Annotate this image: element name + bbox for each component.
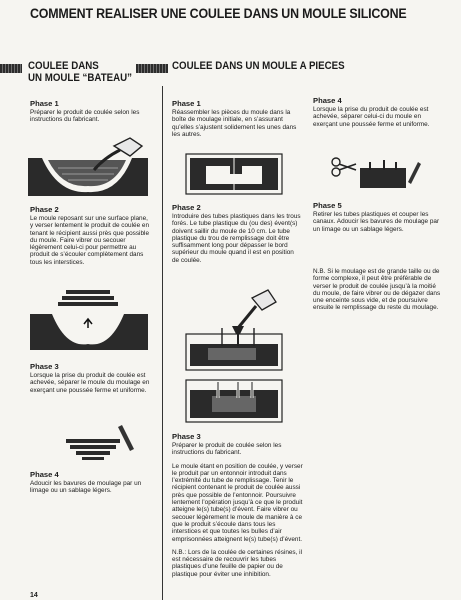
right-phase-5-text: Retirer les tubes plastiques et couper les canaux. Adoucir les bavures de moulage par un limage ou un sablage légers.: [313, 211, 440, 233]
left-phase-2-text: Le moule reposant sur une surface plane, y verser lentement le produit de coulée en tenant le récipient aussi près que possible du moule. Faire vibrer ou secouer légèrement celui-ci pour permettre au produit de s’écouler complètement dans tous les interstices.: [30, 215, 150, 266]
left-phase-4-title: Phase 4: [30, 470, 59, 479]
right-heading-bar: [136, 64, 168, 73]
right-phase-2: [172, 203, 302, 264]
boat-casting-finish-illustration: [64, 425, 136, 465]
right-nb-note: [313, 268, 443, 312]
left-phase-1: [30, 99, 148, 124]
right-nb-text: N.B. Si le moulage est de grande taille ou de forme complexe, il peut être préférable de verser le produit de coulée jusqu’à la moitié du moule, de faire vibrer ou de dégazer dans une enceinte sous vide, et de poursuivre ensuite le remplissage du reste du moulage.: [313, 268, 441, 312]
right-phase-3-title: Phase 3: [172, 432, 201, 441]
piece-mold-tubes-illustration: [186, 378, 282, 424]
column-divider: [162, 86, 163, 600]
left-phase-2: [30, 205, 150, 266]
left-heading-line1: COULEE DANS: [28, 60, 99, 72]
left-phase-3: [30, 362, 152, 394]
right-phase-4-title: Phase 4: [313, 96, 342, 105]
page-title: COMMENT REALISER UNE COULEE DANS UN MOULE SILICONE: [30, 6, 407, 21]
left-phase-2-title: Phase 2: [30, 205, 59, 214]
right-phase-4: [313, 96, 443, 128]
left-heading-line2: UN MOULE “BATEAU”: [28, 72, 133, 84]
right-phase-2-text: Introduire des tubes plastiques dans les trous forés. Le tube plastique du (ou des) évent(s) doivent saillir du moule de 10 cm. Le tube plastique du trou de remplissage doit être suffisamment long pour dépasser le bord supérieur du moule quand il est en position de coulée.: [172, 213, 301, 264]
left-section-heading: [28, 60, 132, 84]
piece-mold-demold-illustration: [330, 152, 422, 194]
left-phase-1-title: Phase 1: [30, 99, 59, 108]
right-phase-3-text2: Le moule étant en position de coulée, y verser le produit par un entonnoir introduit dans l’extrémité du tube de remplissage. Tenir le récipient contenant le produit de coulée aussi près que possible de l’entonnoir. Poursuivre lentement l’opération jusqu’à ce que le produit atteigne le(s) tube(s) d’évent. Faire vibrer ou secouer légèrement le moule de manière à ce que le produit s’écoule dans tous les interstices et que toutes les bulles d’air emprisonnées atteignent le(s) tube(s) d’évent.: [172, 462, 303, 543]
right-phase-5: [313, 201, 443, 233]
right-phase-4-text: Lorsque la prise du produit de coulée est achevée, séparer celui-ci du moule en exerçant une poussée ferme et uniforme.: [313, 106, 430, 128]
right-phase-3: [172, 432, 304, 578]
boat-mold-release-illustration: [30, 290, 148, 352]
left-phase-1-text: Préparer le produit de coulée selon les instructions du fabricant.: [30, 109, 140, 124]
right-phase-2-title: Phase 2: [172, 203, 201, 212]
right-phase-1-title: Phase 1: [172, 99, 201, 108]
right-phase-1: [172, 99, 302, 138]
piece-mold-pour-illustration: [186, 288, 282, 372]
right-phase-3-text: Préparer le produit de coulée selon les instructions du fabricant.: [172, 442, 282, 457]
page-number: 14: [30, 592, 38, 599]
left-heading-bar: [0, 64, 22, 73]
boat-mold-pour-illustration: [28, 136, 150, 198]
right-section-heading: COULEE DANS UN MOULE A PIECES: [172, 60, 345, 72]
piece-mold-assembly-illustration: [186, 152, 282, 196]
left-phase-4-text: Adoucir les bavures de moulage par un limage ou un sablage légers.: [30, 480, 142, 495]
right-phase-1-text: Réassembler les pièces du moule dans la boîte de moulage initiale, en s’assurant qu’elles s’ajustent solidement les unes dans les autres.: [172, 109, 297, 138]
left-phase-3-text: Lorsque la prise du produit de coulée est achevée, séparer le moule du moulage en exerçant une poussée ferme et uniforme.: [30, 372, 150, 394]
right-phase-5-title: Phase 5: [313, 201, 342, 210]
left-phase-4: [30, 470, 148, 495]
right-phase-3-note: N.B.: Lors de la coulée de certaines résines, il est nécessaire de recouvrir les tubes plastiques d’une feuille de papier ou de plastique pour éviter une inhibition.: [172, 548, 303, 578]
left-phase-3-title: Phase 3: [30, 362, 59, 371]
